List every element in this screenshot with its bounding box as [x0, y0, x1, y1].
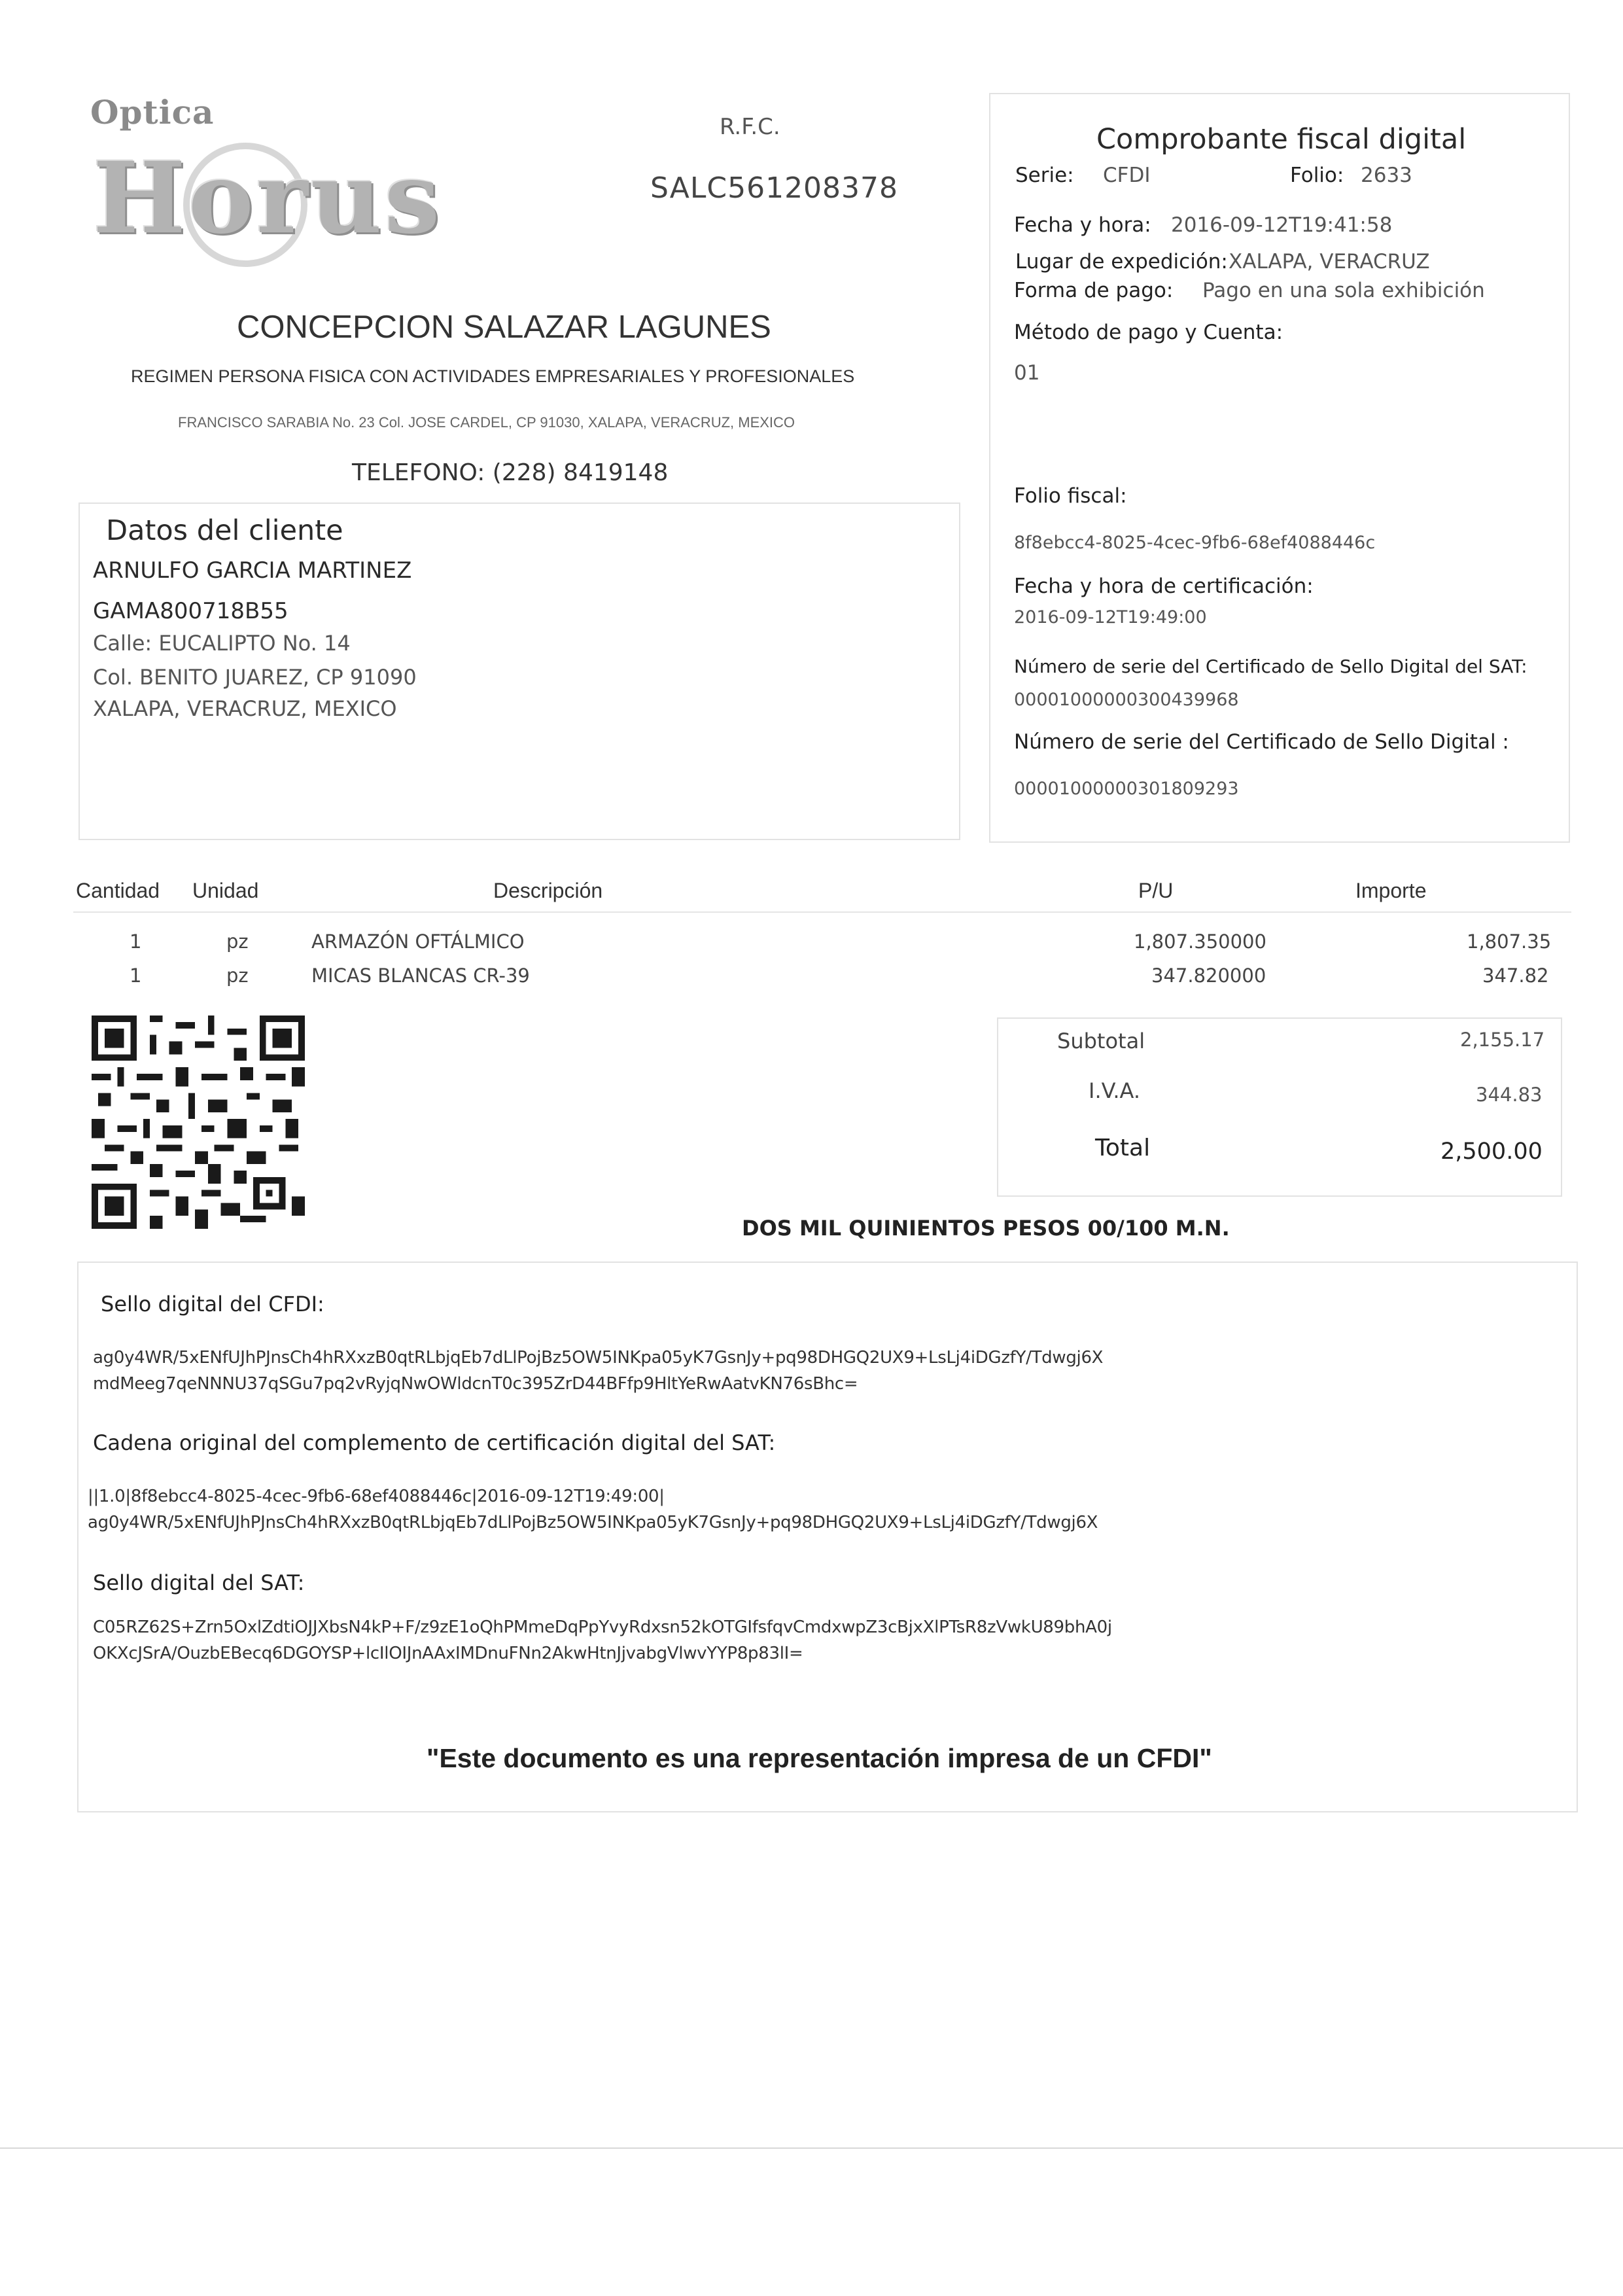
serie-value: CFDI: [1103, 164, 1151, 187]
row-descripcion: ARMAZÓN OFTÁLMICO: [311, 930, 525, 953]
row-unidad: pz: [226, 964, 249, 987]
logo-small-text: Optica: [90, 93, 215, 132]
cert-label: Número de serie del Certificado de Sello Digital :: [1014, 730, 1509, 754]
folio-label: Folio:: [1290, 164, 1344, 187]
page-bottom-rule: [0, 2147, 1623, 2149]
company-logo: [85, 141, 443, 256]
lugar-label: Lugar de expedición:: [1015, 250, 1228, 274]
row-importe: 347.82: [1482, 964, 1549, 987]
cfdi-disclaimer: "Este documento es una representación impresa de un CFDI": [427, 1743, 1212, 1773]
client-colony: Col. BENITO JUAREZ, CP 91090: [93, 665, 417, 690]
subtotal-value: 2,155.17: [1460, 1029, 1545, 1051]
fiscal-title: Comprobante fiscal digital: [1096, 123, 1467, 156]
rfc-label: R.F.C.: [720, 114, 780, 140]
iva-value: 344.83: [1476, 1084, 1543, 1106]
cadena-original-label: Cadena original del complemento de certificación digital del SAT:: [93, 1430, 776, 1455]
issuer-phone: TELEFONO: (228) 8419148: [352, 459, 669, 486]
issuer-regime: REGIMEN PERSONA FISICA CON ACTIVIDADES EMPRESARIALES Y PROFESIONALES: [131, 366, 855, 386]
issuer-rfc: SALC561208378: [650, 171, 899, 205]
fecha-label: Fecha y hora:: [1014, 213, 1151, 237]
qr-code: [92, 1016, 305, 1229]
row-descripcion: MICAS BLANCAS CR-39: [311, 964, 530, 987]
sat-stamp-label: Sello digital del SAT:: [93, 1570, 305, 1595]
table-header-rule: [73, 911, 1571, 913]
row-cantidad: 1: [130, 930, 142, 953]
row-pu: 347.820000: [1151, 964, 1266, 987]
col-header-cantidad: Cantidad: [76, 879, 160, 902]
cert-value: 00001000000301809293: [1014, 779, 1239, 799]
sat-cert-label: Número de serie del Certificado de Sello Digital del SAT:: [1014, 656, 1527, 677]
iva-label: I.V.A.: [1089, 1078, 1141, 1103]
folio-value: 2633: [1361, 164, 1412, 187]
total-label: Total: [1095, 1135, 1151, 1161]
sat-stamp-line1: C05RZ62S+Zrn5OxlZdtiOJJXbsN4kP+F/z9zE1oQhPMmeDqPpYvyRdxsn52kOTGIfsfqvCmdxwpZ3cBjxXlPTsR8zVwkU89bhA0j: [93, 1617, 1112, 1637]
logo-main-text: Horus: [93, 141, 443, 256]
serie-label: Serie:: [1015, 164, 1074, 187]
col-header-importe: Importe: [1355, 879, 1427, 902]
subtotal-label: Subtotal: [1057, 1029, 1145, 1053]
issuer-address: FRANCISCO SARABIA No. 23 Col. JOSE CARDEL, CP 91030, XALAPA, VERACRUZ, MEXICO: [178, 414, 795, 431]
digital-stamps-box: [77, 1262, 1578, 1812]
cadena-original-line1: ||1.0|8f8ebcc4-8025-4cec-9fb6-68ef4088446c|2016-09-12T19:49:00|: [88, 1487, 665, 1506]
row-pu: 1,807.350000: [1134, 930, 1266, 953]
row-unidad: pz: [226, 930, 249, 953]
folio-fiscal-label: Folio fiscal:: [1014, 484, 1127, 508]
client-title: Datos del cliente: [106, 514, 343, 547]
amount-in-words: DOS MIL QUINIENTOS PESOS 00/100 M.N.: [742, 1216, 1230, 1241]
metodo-label: Método de pago y Cuenta:: [1014, 321, 1283, 344]
row-cantidad: 1: [130, 964, 142, 987]
metodo-value: 01: [1014, 361, 1040, 385]
folio-fiscal-value: 8f8ebcc4-8025-4cec-9fb6-68ef4088446c: [1014, 533, 1376, 553]
client-street: Calle: EUCALIPTO No. 14: [93, 631, 351, 656]
col-header-descripcion: Descripción: [493, 879, 603, 902]
cfdi-stamp-line1: ag0y4WR/5xENfUJhPJnsCh4hRXxzB0qtRLbjqEb7dLlPojBz5OW5INKpa05yK7GsnJy+pq98DHGQ2UX9+LsLj4iDGzfY/Tdwgj6X: [93, 1348, 1104, 1368]
col-header-pu: P/U: [1138, 879, 1174, 902]
cadena-original-line2: ag0y4WR/5xENfUJhPJnsCh4hRXxzB0qtRLbjqEb7dLlPojBz5OW5INKpa05yK7GsnJy+pq98DHGQ2UX9+LsLj4iDGzfY/Tdwgj6X: [88, 1513, 1098, 1532]
col-header-unidad: Unidad: [192, 879, 259, 902]
sat-stamp-line2: OKXcJSrA/OuzbEBecq6DGOYSP+lcIlOIJnAAxIMDnuFNn2AkwHtnJjvabgVlwvYYP8p83lI=: [93, 1644, 803, 1663]
row-importe: 1,807.35: [1467, 930, 1552, 953]
cfdi-stamp-line2: mdMeeg7qeNNNU37qSGu7pq2vRyjqNwOWldcnT0c395ZrD44BFfp9HltYeRwAatvKN76sBhc=: [93, 1374, 858, 1394]
cfdi-stamp-label: Sello digital del CFDI:: [101, 1292, 324, 1316]
fecha-value: 2016-09-12T19:41:58: [1171, 213, 1393, 237]
cert-date-label: Fecha y hora de certificación:: [1014, 574, 1314, 598]
client-name: ARNULFO GARCIA MARTINEZ: [93, 557, 412, 584]
sat-cert-value: 00001000000300439968: [1014, 690, 1239, 710]
forma-value: Pago en una sola exhibición: [1202, 279, 1485, 302]
issuer-name: CONCEPCION SALAZAR LAGUNES: [237, 309, 771, 345]
client-city: XALAPA, VERACRUZ, MEXICO: [93, 696, 397, 721]
cert-date-value: 2016-09-12T19:49:00: [1014, 607, 1207, 627]
forma-label: Forma de pago:: [1014, 279, 1174, 302]
total-value: 2,500.00: [1440, 1139, 1543, 1165]
client-rfc: GAMA800718B55: [93, 598, 288, 624]
lugar-value: XALAPA, VERACRUZ: [1229, 250, 1430, 274]
